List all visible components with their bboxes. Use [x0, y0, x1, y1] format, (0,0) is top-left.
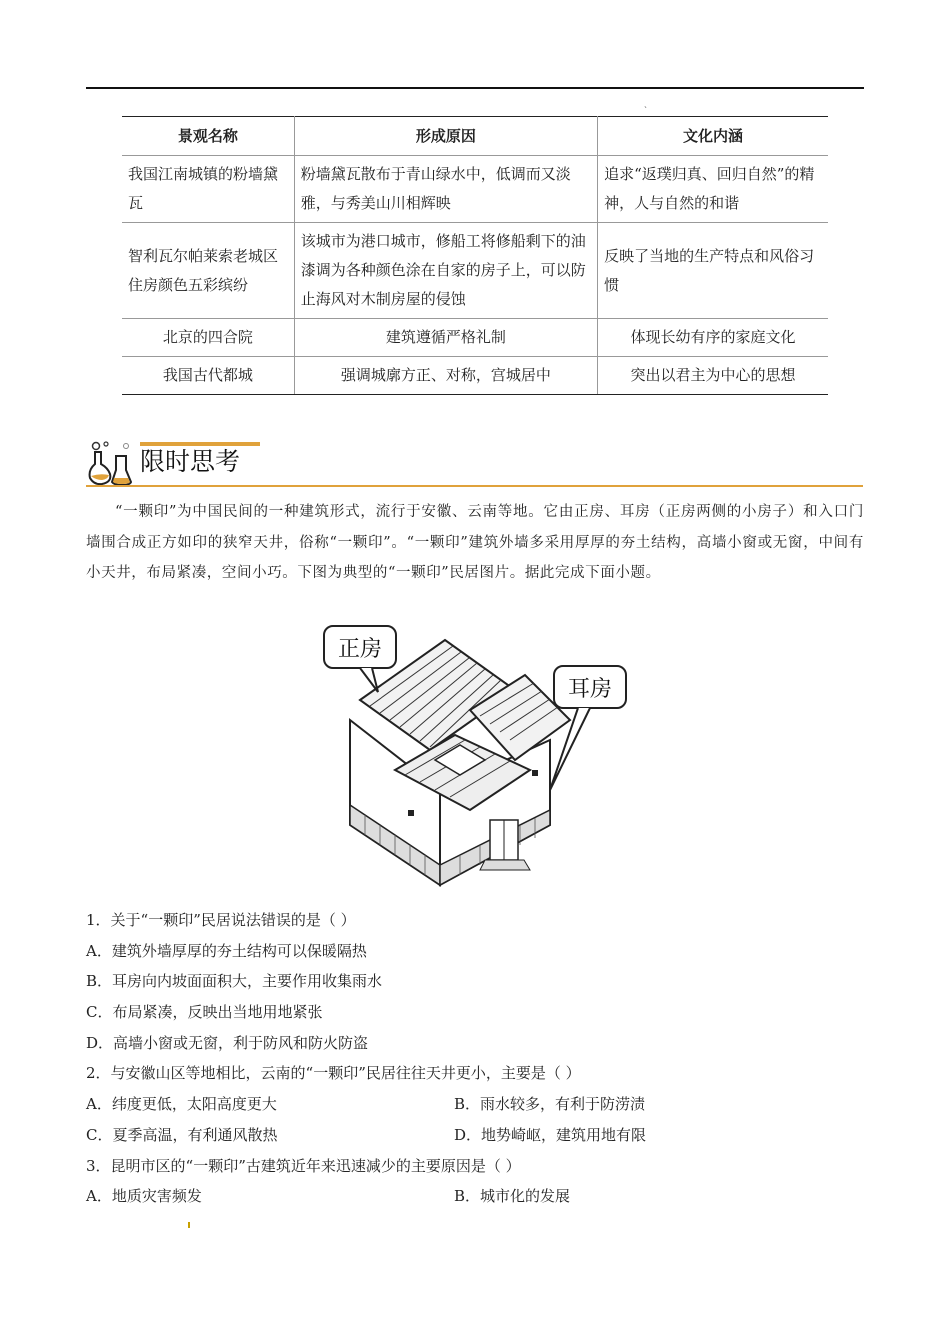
table-cell: 该城市为港口城市，修船工将修船剩下的油漆调为各种颜色涂在自家的房子上，可以防止海风对木制房屋的侵蚀: [294, 223, 597, 319]
table-header-row: [122, 117, 828, 156]
table-cell: 强调城廓方正、对称，宫城居中: [294, 357, 597, 395]
question-list: [86, 905, 864, 1212]
option-item[interactable]: A．建筑外墙厚厚的夯土结构可以保暖隔热: [86, 941, 367, 960]
table-cell: 追求“返璞归真、回归自然”的精神，人与自然的和谐: [598, 156, 828, 223]
table-cell: 北京的四合院: [122, 319, 294, 357]
option-item[interactable]: C．布局紧凑，反映出当地用地紧张: [86, 1003, 323, 1022]
table-cell: 我国古代都城: [122, 357, 294, 395]
section-header: [86, 438, 863, 488]
label-side-room: 耳房: [567, 677, 613, 702]
table-cell: 粉墙黛瓦散布于青山绿水中，低调而又淡雅，与秀美山川相辉映: [294, 156, 597, 223]
stray-mark: ˎ: [644, 99, 647, 109]
option-item[interactable]: D．高墙小窗或无窗，利于防风和防火防盗: [86, 1033, 369, 1052]
flask-icon: [86, 440, 136, 486]
header-cell: 形成原因: [294, 117, 597, 156]
option-row: [86, 1089, 864, 1120]
house-illustration: [320, 620, 630, 902]
label-main-room: 正房: [337, 637, 383, 662]
header-cell: 文化内涵: [598, 117, 828, 156]
table-cell: 体现长幼有序的家庭文化: [598, 319, 828, 357]
table-cell: 我国江南城镇的粉墙黛瓦: [122, 156, 294, 223]
table-cell: 建筑遵循严格礼制: [294, 319, 597, 357]
stray-mark: [188, 1222, 190, 1228]
option-item[interactable]: A．地质灾害频发: [86, 1187, 202, 1206]
table-cell: 智利瓦尔帕莱索老城区住房颜色五彩缤纷: [122, 223, 294, 319]
option-item[interactable]: B．耳房向内坡面面积大，主要作用收集雨水: [86, 972, 383, 991]
option-item[interactable]: D．地势崎岖，建筑用地有限: [454, 1125, 647, 1144]
table-row: [122, 223, 828, 319]
option-item[interactable]: C．夏季高温，有利通风散热: [86, 1125, 278, 1144]
table-row: [122, 156, 828, 223]
reading-passage: [86, 497, 864, 589]
table-row: [122, 357, 828, 395]
option-item[interactable]: A．纬度更低，太阳高度更大: [86, 1095, 277, 1114]
passage-text: “一颗印”为中国民间的一种建筑形式，流行于安徽、云南等地。它由正房、耳房（正房两侧的小房子）和入口门墙围合成正方如印的狭窄天井，俗称“一颗印”。“一颗印”建筑外墙多采用厚厚的夯土结构，高墙小窗或无窗，中间有小天井，布局紧凑，空间小巧。下图为典型的“一颗印”民居图片。据此完成下面小题。: [86, 504, 864, 581]
option-item[interactable]: B．雨水较多，有利于防涝渍: [454, 1095, 646, 1114]
header-rule: [86, 87, 864, 89]
option-item[interactable]: B．城市化的发展: [454, 1187, 571, 1206]
section-title: 限时思考: [140, 447, 241, 476]
section-rule: [86, 485, 863, 487]
question-stem: 1．关于“一颗印”民居说法错误的是（ ）: [86, 911, 356, 929]
table-cell: 反映了当地的生产特点和风俗习惯: [598, 223, 828, 319]
table-cell: 突出以君主为中心的思想: [598, 357, 828, 395]
option-row: [86, 1120, 864, 1151]
question-stem: 2．与安徽山区等地相比，云南的“一颗印”民居往往天井更小，主要是（ ）: [86, 1064, 581, 1083]
landscape-table: [122, 116, 828, 395]
question-stem: 3．昆明市区的“一颗印”古建筑近年来迅速减少的主要原因是（ ）: [86, 1156, 521, 1175]
option-row: [86, 1181, 864, 1212]
table-row: [122, 319, 828, 357]
header-cell: 景观名称: [122, 117, 294, 156]
